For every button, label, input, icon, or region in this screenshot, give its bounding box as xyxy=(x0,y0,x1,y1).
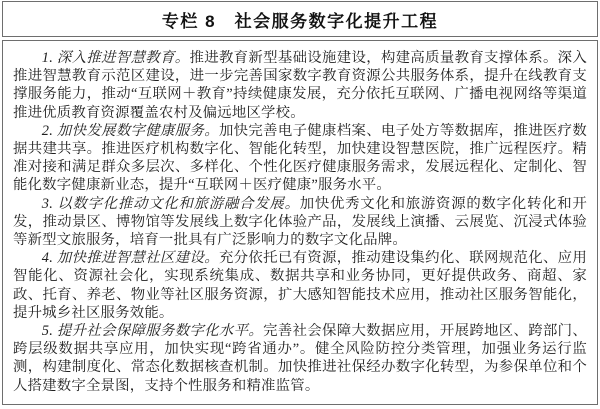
paragraph-5 xyxy=(13,322,587,395)
paragraph-1 xyxy=(13,49,587,122)
paragraph-5-text: 完善社会保障大数据应用，开展跨地区、跨部门、跨层级数据共享应用，加快实现“跨省通办”。健全风险防控分类管理，加强业务运行监测，构建制度化、常态化数据核查机制。加快推进社保经办数字化转型，为参保单位和个人搭建数字全景图，支持个性服务和精准监管。 xyxy=(13,323,588,394)
paragraph-2-lead: 2. 加快发展数字健康服务。 xyxy=(41,122,219,139)
paragraph-1-text: 推进教育新型基础设施建设，构建高质量教育支撑体系。深入推进智慧教育示范区建设，进一步完善国家数字教育资源公共服务体系，提升在线教育支撑服务能力，推动“互联网＋教育”持续健康发展，充分依托互联网、广播电视网络等渠道推进优质教育资源覆盖农村及偏远地区学校。 xyxy=(13,50,587,121)
paragraph-3-lead: 3. 以数字化推动文化和旅游融合发展。 xyxy=(41,195,300,212)
paragraph-2-text: 加快完善电子健康档案、电子处方等数据库，推进医疗数据共建共享。推进医疗机构数字化、智能化转型，加快建设智慧医院，推广远程医疗。精准对接和满足群众多层次、多样化、个性化医疗健康服务需求，发展远程化、定制化、智能化数字健康新业态，提升“互联网＋医疗健康”服务水平。 xyxy=(13,122,587,194)
paragraph-3 xyxy=(13,195,587,250)
paragraph-4-lead: 4. 加快推进智慧社区建设。 xyxy=(41,250,219,267)
column-title: 专栏 8 社会服务数字化提升工程 xyxy=(161,11,439,31)
paragraph-4 xyxy=(13,249,587,322)
column-title-bar xyxy=(2,1,598,37)
paragraph-5-lead: 5. 提升社会保障服务数字化水平。 xyxy=(41,323,264,340)
column-body xyxy=(2,40,598,405)
paragraph-4-text: 充分依托已有资源，推动建设集约化、联网规范化、应用智能化、资源社会化，实现系统集成、数据共享和业务协同，更好提供政务、商超、家政、托育、养老、物业等社区服务资源，扩大感知智能技术应用，推动社区服务智能化，提升城乡社区服务效能。 xyxy=(13,250,587,321)
paragraph-1-lead: 1. 深入推进智慧教育。 xyxy=(41,50,190,66)
paragraph-3-text: 加快优秀文化和旅游资源的数字化转化和开发，推动景区、博物馆等发展线上数字化体验产品，发展线上演播、云展览、沉浸式体验等新型文旅服务，培育一批具有广泛影响力的数字文化品牌。 xyxy=(13,195,587,249)
paragraph-2 xyxy=(13,122,587,195)
